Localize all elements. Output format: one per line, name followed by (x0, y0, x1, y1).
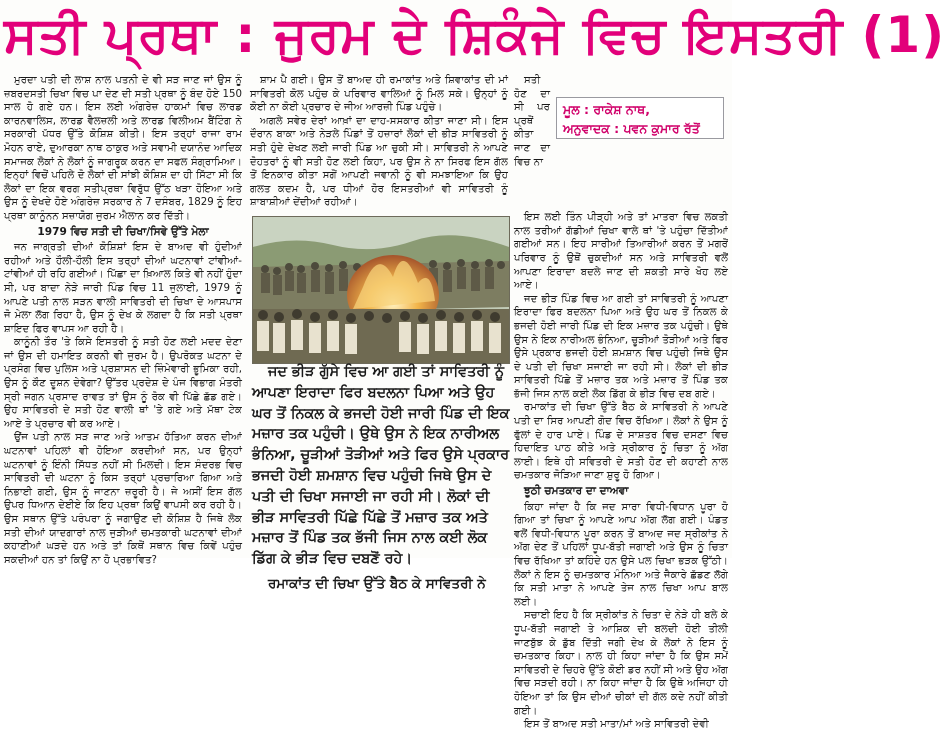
article-column-left (4, 74, 242, 566)
byline-box (556, 97, 724, 139)
paragraph: ਸਚਾਈ ਇਹ ਹੈ ਕਿ ਸ੍ਰੀਕਾਂਤ ਨੇ ਚਿਤਾ ਦੇ ਨੇੜੇ ਹੀ ਬਲੇ ਕੇ ਧੂਪ-ਬੱਤੀ ਜਗਾਈ ਤੇ ਆਸ਼ਿਕ ਦੀ ਬਲਦੀ ਹੋਈ ਤੀਲੀ ਜਾਣਬੁੱਝ ਕੇ ਡੁੱਬ ਦਿੱਤੀ ਜਗੀ ਦੇਖ ਕੇ ਲੋਕਾਂ ਨੇ ਇਸ ਨੂੰ ਚਮਤਕਾਰ ਕਿਹਾ। ਨਾਲ ਹੀ ਕਿਹਾ ਜਾਂਦਾ ਹੈ ਕਿ ਉਸ ਸਮੇਂ ਸਾਵਿਤਰੀ ਦੇ ਚਿਹਰੇ ਉੱਤੇ ਕੋਈ ਡਰ ਨਹੀਂ ਸੀ ਅਤੇ ਉਹ ਅੱਗ ਵਿਚ ਸੜਦੀ ਰਹੀ। ਨਾ ਕਿਹਾ ਜਾਂਦਾ ਹੈ ਕਿ ਉਥੇ ਅਜਿਹਾ ਹੀ ਹੋਇਆ ਤਾਂ ਕਿ ਉਸ ਦੀਆਂ ਚੀਕਾਂ ਦੀ ਗੱਲ ਕਦੇ ਨਹੀਂ ਕੀਤੀ ਗਈ। (514, 610, 728, 717)
article-column-right (514, 74, 728, 731)
pull-quote-text: ਜਦ ਭੀੜ ਗੁੱਸੇ ਵਿਚ ਆ ਗਈ ਤਾਂ ਸਾਵਿਤਰੀ ਨੂੰ ਆਪਣਾ ਇਰਾਦਾ ਫਿਰ ਬਦਲਨਾ ਪਿਆ ਅਤੇ ਉਹ ਘਰ ਤੋਂ ਨਿਕਲ ਕੇ ਭਜਦੀ ਹੋਈ ਜਾਰੀ ਪਿੰਡ ਦੀ ਇਕ ਮਜ਼ਾਰ ਤਕ ਪਹੁੰਚੀ। ਉਥੇ ਉਸ ਨੇ ਇਕ ਨਾਰੀਅਲ ਭੰਨਿਆ, ਚੂੜੀਆਂ ਤੋੜੀਆਂ ਅਤੇ ਫਿਰ ਉਸੇ ਪ੍ਰਕਾਰ ਭਜਦੀ ਹੋਈ ਸ਼ਮਸ਼ਾਨ ਵਿਚ ਪਹੁੰਚੀ ਜਿਥੇ ਉਸ ਦੇ ਪਤੀ ਦੀ ਚਿਖਾ ਸਜਾਈ ਜਾ ਰਹੀ ਸੀ। ਲੋਕਾਂ ਦੀ ਭੀੜ ਸਾਵਿਤਰੀ ਪਿੱਛੇ ਪਿੱਛੇ ਤੋਂ ਮਜ਼ਾਰ ਤਕ ਅਤੇ ਮਜ਼ਾਰ ਤੋਂ ਪਿੰਡ ਤਕ ਭੱਜੀ ਜਿਸ ਨਾਲ ਕਈ ਲੋਕ ਡਿੱਗ ਕੇ ਭੀੜ ਵਿਚ ਦਬਣੋਂ ਰਹੇ। (252, 364, 510, 568)
paragraph: ਕਿਹਾ ਜਾਂਦਾ ਹੈ ਕਿ ਜਦ ਸਾਰਾ ਵਿਧੀ-ਵਿਧਾਨ ਪੂਰਾ ਹੋ ਗਿਆ ਤਾਂ ਚਿਖਾ ਨੂੰ ਆਪਣੇ ਆਪ ਅੱਗ ਲੱਗ ਗਈ। ਪੰਡਤ ਵਲੋਂ ਵਿਧੀ-ਵਿਧਾਨ ਪੂਰਾ ਕਰਨ ਤੋਂ ਬਾਅਦ ਜਦ ਸ੍ਰੀਕਾਂਤ ਨੇ ਅੱਗ ਦੇਣ ਤੋਂ ਪਹਿਲਾਂ ਧੂਪ-ਬੱਤੀ ਜਗਾਈ ਅਤੇ ਉਸ ਨੂੰ ਚਿਤਾ ਵਿਚ ਰੱਖਿਆ ਤਾਂ ਕਹਿੰਦੇ ਹਨ ਉਸੇ ਪਲ ਚਿਖਾ ਭੜਕ ਉੱਠੀ। ਲੋਕਾਂ ਨੇ ਇਸ ਨੂੰ ਚਮਤਕਾਰ ਮੰਨਿਆ ਅਤੇ ਜੈਕਾਰੇ ਛੱਡਣ ਲੱਗੇ ਕਿ ਸਤੀ ਮਾਤਾ ਨੇ ਆਪਣੇ ਤੇਜ ਨਾਲ ਚਿਖਾ ਆਪ ਬਾਲ ਲਈ। (514, 501, 728, 608)
pull-quote (252, 362, 510, 592)
paragraph: ਇਸ ਤੋਂ ਬਾਅਦ ਸਤੀ ਮਾਤਾ/ਮਾਂ ਅਤੇ ਸਾਵਿਤਰੀ ਦੇਵੀ (524, 719, 709, 731)
translator-credit: ਅਨੁਵਾਦਕ : ਪਵਨ ਕੁਮਾਰ ਰੱਤੋਂ (563, 121, 700, 136)
paragraph: ਸਤੀ ਹੋਣ ਦਾ ਸੀ ਪਰ ਪ੍ਰਥੋਂ ਕੀਤਾ ਜਾਣ ਦਾ ਵਿਚ ਨਾ (514, 75, 550, 168)
pull-quote-tail: ਰਮਾਕਾਂਤ ਦੀ ਚਿਖਾ ਉੱਤੇ ਬੈਠ ਕੇ ਸਾਵਿਤਰੀ ਨੇ (268, 575, 486, 592)
paragraph: ਕਾਨੂੰਨੀ ਤੌਰ 'ਤੇ ਕਿਸੇ ਇਸਤਰੀ ਨੂੰ ਸਤੀ ਹੋਣ ਲਈ ਮਦਦ ਦੇਣਾ ਜਾਂ ਉਸ ਦੀ ਹਮਾਇਤ ਕਰਨੀ ਵੀ ਜੁਰਮ ਹੈ। ਉਪਰੋਕਤ ਘਟਨਾ ਦੇ ਪ੍ਰਸੰਗ ਵਿਚ ਪੁਲਿਸ ਅਤੇ ਪ੍ਰਸ਼ਾਸਨ ਦੀ ਜ਼ਿੰਮੇਵਾਰੀ ਭੂਮਿਕਾ ਰਹੀ, ਉਸ ਨੂੰ ਕੌਣ ਦੂਸ਼ਨ ਦੇਵੇਗਾ? ਉੱਤਰ ਪ੍ਰਦੇਸ਼ ਦੇ ਪੰਜ ਵਿਭਾਗ ਮੰਤਰੀ ਸ੍ਰੀ ਜਗਨ ਪ੍ਰਸਾਦ ਰਾਵਤ ਤਾਂ ਉਸ ਨੂੰ ਰੋਕ ਵੀ ਪਿੱਛੇ ਛੱਡ ਗਏ। ਉਹ ਸਾਵਿਤਰੀ ਦੇ ਸਤੀ ਹੋਣ ਵਾਲੀ ਥਾਂ 'ਤੇ ਗਏ ਅਤੇ ਮੱਥਾ ਟੇਕ ਆਏ ਤੇ ਪ੍ਰਚਾਰ ਵੀ ਕਰ ਆਏ। (4, 337, 242, 430)
paragraph: ਰਮਾਕਾਂਤ ਦੀ ਚਿਖਾ ਉੱਤੇ ਬੈਠ ਕੇ ਸਾਵਿਤਰੀ ਨੇ ਆਪਣੇ ਪਤੀ ਦਾ ਸਿਰ ਆਪਣੀ ਗੋਦ ਵਿਚ ਰੱਖਿਆ। ਲੋਕਾਂ ਨੇ ਉਸ ਨੂੰ ਫੁੱਲਾਂ ਦੇ ਹਾਰ ਪਾਏ। ਪਿੰਡ ਦੇ ਸਾਸ਼ਤਰ ਵਿਚ ਦਸਣਾ ਵਿਚ ਹਿਦਾਇਤ ਪਾਠ ਕੀਤੇ ਅਤੇ ਸ੍ਰੀਕਾਰ ਨੂੰ ਚਿਤਾ ਨੂੰ ਅੱਗ ਲਾਈ। ਇਥੇ ਹੀ ਸਵਿਤਰੀ ਦੇ ਸਤੀ ਹੋਣ ਦੀ ਕਹਾਣੀ ਨਾਲ ਚਮਤਕਾਰ ਜੋੜਿਆ ਜਾਣਾ ਸ਼ੁਰੂ ਹੋ ਗਿਆ। (514, 402, 728, 482)
headline: ਸਤੀ ਪ੍ਰਥਾ : ਜੁਰਮ ਦੇ ਸ਼ਿਕੰਜੇ ਵਿਚ ਇਸਤਰੀ (1) (4, 6, 945, 64)
paragraph: ਜਦ ਭੀੜ ਪਿੰਡ ਵਿਚ ਆ ਗਈ ਤਾਂ ਸਾਵਿਤਰੀ ਨੂੰ ਆਪਣਾ ਇਰਾਦਾ ਫਿਰ ਬਦਲਨਾ ਪਿਆ ਅਤੇ ਉਹ ਘਰ ਤੋਂ ਨਿਕਲ ਕੇ ਭਜਦੀ ਹੋਈ ਜਾਰੀ ਪਿੰਡ ਦੀ ਇਕ ਮਜ਼ਾਰ ਤਕ ਪਹੁੰਚੀ। ਉਥੇ ਉਸ ਨੇ ਇਕ ਨਾਰੀਅਲ ਭੰਨਿਆ, ਚੂੜੀਆਂ ਤੋੜੀਆਂ ਅਤੇ ਫਿਰ ਉਸੇ ਪ੍ਰਕਾਰ ਭਜਦੀ ਹੋਈ ਸ਼ਮਸ਼ਾਨ ਵਿਚ ਪਹੁੰਚੀ ਜਿਥੇ ਉਸ ਦੇ ਪਤੀ ਦੀ ਚਿਖਾ ਸਜਾਈ ਜਾ ਰਹੀ ਸੀ। ਲੋਕਾਂ ਦੀ ਭੀੜ ਸਾਵਿਤਰੀ ਪਿੱਛੇ ਤੋਂ ਮਜ਼ਾਰ ਤਕ ਅਤੇ ਮਜ਼ਾਰ ਤੋਂ ਪਿੰਡ ਤਕ ਭੱਜੀ ਜਿਸ ਨਾਲ ਕਈ ਲੋਕ ਡਿੱਗ ਕੇ ਭੀੜ ਵਿਚ ਦਬ ਗਏ। (514, 293, 728, 400)
paragraph: ਜਨ ਜਾਗ੍ਰਤੀ ਦੀਆਂ ਕੋਸ਼ਿਸ਼ਾਂ ਇਸ ਦੇ ਬਾਅਦ ਵੀ ਹੁੰਦੀਆਂ ਰਹੀਆਂ ਅਤੇ ਹੌਲੀ-ਹੌਲੀ ਇਸ ਤਰ੍ਹਾਂ ਦੀਆਂ ਘਟਨਾਵਾਂ ਟਾਂਵੀਆਂ-ਟਾਂਵੀਆਂ ਹੀ ਰਹਿ ਗਈਆਂ। ਪਿੱਛਾ ਦਾ ਖ਼ਿਆਲ ਕਿਤੇ ਵੀ ਨਹੀਂ ਹੁੰਦਾ ਸੀ, ਪਰ ਬਾਦਾ ਨੇੜੇ ਜਾਰੀ ਪਿੰਡ ਵਿਚ 11 ਜੁਲਾਈ, 1979 ਨੂੰ ਆਪਣੇ ਪਤੀ ਨਾਲ ਸੜਨ ਵਾਲੀ ਸਾਵਿਤਰੀ ਦੀ ਚਿਖਾ ਦੇ ਆਸਪਾਸ ਜੋ ਮੇਲਾ ਲੱਗ ਰਿਹਾ ਹੈ, ਉਸ ਨੂੰ ਦੇਖ ਕੇ ਲਗਦਾ ਹੈ ਕਿ ਸਤੀ ਪ੍ਰਥਾ ਸ਼ਾਇਦ ਫਿਰ ਵਾਪਸ ਆ ਰਹੀ ਹੈ। (4, 242, 242, 335)
paragraph: ਸ਼ਾਮ ਪੈ ਗਈ। ਉਸ ਤੋਂ ਬਾਅਦ ਹੀ ਰਮਾਕਾਂਤ ਅਤੇ ਸ਼ਿਵਾਕਾਂਤ ਦੀ ਮਾਂ ਸਾਵਿਤਰੀ ਕੋਲ ਪਹੁੰਚ ਕੇ ਪਰਿਵਾਰ ਵਾਲਿਆਂ ਨੂੰ ਮਿਲ ਸਕੇ। ਉਨ੍ਹਾਂ ਨੂੰ ਕੋਈ ਨਾ ਕੋਈ ਪ੍ਰਚਾਰ ਦੇ ਜੀਅ ਆਰਜ਼ੀ ਪਿੰਡ ਪਹੁੰਚੇ। (250, 75, 508, 114)
paragraph: ਉਂਜ ਪਤੀ ਨਾਲ ਸੜ ਜਾਣ ਅਤੇ ਆਤਮ ਹੱਤਿਆ ਕਰਨ ਦੀਆਂ ਘਟਨਾਵਾਂ ਪਹਿਲਾਂ ਵੀ ਹੋਇਆ ਕਰਦੀਆਂ ਸਨ, ਪਰ ਉਨ੍ਹਾਂ ਘਟਨਾਵਾਂ ਨੂੰ ਇੰਨੀ ਸਿੱਧਤ ਨਹੀਂ ਸੀ ਮਿਲਦੀ। ਇਸ ਸੰਦਰਭ ਵਿਚ ਸਾਵਿਤਰੀ ਦੀ ਘਟਨਾ ਨੂੰ ਕਿਸ ਤਰ੍ਹਾਂ ਪ੍ਰਚਾਰਿਆ ਗਿਆ ਅਤੇ ਨਿਭਾਈ ਗਈ, ਉਸ ਨੂੰ ਜਾਣਨਾ ਜ਼ਰੂਰੀ ਹੈ। ਜੇ ਅਸੀਂ ਇਸ ਗੱਲ ਉਪਰ ਧਿਆਨ ਦੇਈਏ ਕਿ ਇਹ ਪ੍ਰਥਾ ਕਿਉਂ ਵਾਪਸੀ ਕਰ ਰਹੀ ਹੈ। ਉਸ ਸਥਾਨ ਉੱਤੇ ਪਰੰਪਰਾ ਨੂੰ ਜਗਾਉਣ ਦੀ ਕੋਸ਼ਿਸ਼ ਹੈ ਜਿਥੇ ਲੋਕ ਸਤੀ ਦੀਆਂ ਯਾਦਗਾਰਾਂ ਨਾਲ ਜੁੜੀਆਂ ਚਮਤਕਾਰੀ ਘਟਨਾਵਾਂ ਦੀਆਂ ਕਹਾਣੀਆਂ ਘੜਦੇ ਹਨ ਅਤੇ ਤਾਂ ਕਿਥੋਂ ਸਥਾਨ ਵਿਚ ਕਿਵੇਂ ਪਹੁੰਚ ਸਕਦੀਆਂ ਹਨ ਤਾਂ ਕਿਉਂ ਨਾ ਹੋ ਪ੍ਰਭਾਵਿਤ? (4, 432, 242, 566)
subheading: ਝੂਠੀ ਚਮਤਕਾਰ ਦਾ ਦਾਅਵਾ (524, 485, 629, 498)
subheading: 1979 ਵਿਚ ਸਤੀ ਦੀ ਚਿਖਾ/ਸਿਵੇ ਉੱਤੇ ਮੇਲਾ (37, 225, 209, 238)
author-credit: ਮੂਲ : ਰਾਕੇਸ਼ ਨਾਥ, (563, 102, 650, 117)
news-photo-crowd-pyre (252, 216, 510, 364)
paragraph: ਮੁਰਦਾ ਪਤੀ ਦੀ ਲਾਸ਼ ਨਾਲ ਪਤਨੀ ਦੇ ਵੀ ਸੜ ਜਾਣ ਜਾਂ ਉਸ ਨੂੰ ਜ਼ਬਰਦਸਤੀ ਚਿਖਾ ਵਿਚ ਪਾ ਦੇਣ ਦੀ ਸਤੀ ਪ੍ਰਥਾ ਨੂੰ ਬੰਦ ਹੋਏ 150 ਸਾਲ ਹੋ ਗਏ ਹਨ। ਇਸ ਲਈ ਅੰਗਰੇਜ਼ ਹਾਕਮਾਂ ਵਿਚ ਲਾਰਡ ਕਾਰਨਵਾਲਿਸ, ਲਾਰਡ ਵੈਲਜ਼ਲੀ ਅਤੇ ਲਾਰਡ ਵਿਲੀਅਮ ਬੈਂਟਿੰਗ ਨੇ ਸਰਕਾਰੀ ਪੱਧਰ ਉੱਤੇ ਕੋਸ਼ਿਸ਼ ਕੀਤੀ। ਇਸ ਤਰ੍ਹਾਂ ਰਾਜਾ ਰਾਮ ਮੋਹਨ ਰਾਏ, ਦੁਆਰਕਾ ਨਾਥ ਠਾਕੁਰ ਅਤੇ ਸਵਾਮੀ ਦਯਾਨੰਦ ਆਦਿਕ ਸਮਾਜਕ ਲੋਕਾਂ ਨੇ ਲੋਕਾਂ ਨੂੰ ਜਾਗਰੂਕ ਕਰਨ ਦਾ ਸਫਲ ਸੰਗ੍ਰਾਮਿਆ। ਇਨ੍ਹਾਂ ਵਿਚੋਂ ਪਹਿਲੇ ਦੋ ਲੋਕਾਂ ਦੀ ਸਾਂਝੀ ਕੋਸ਼ਿਸ਼ ਦਾ ਹੀ ਸਿੱਟਾ ਸੀ ਕਿ ਲੋਕਾਂ ਦਾ ਇਕ ਵਰਗ ਸਤੀਪ੍ਰਥਾ ਵਿਰੁੱਧ ਉੱਠ ਖੜਾ ਹੋਇਆ ਅਤੇ ਉਸ ਨੂੰ ਦੇਖਦੇ ਹੋਏ ਅੰਗਰੇਜ਼ ਸਰਕਾਰ ਨੇ 7 ਦਸੰਬਰ, 1829 ਨੂੰ ਇਹ ਪ੍ਰਥਾ ਕਾਨੂੰਨਨ ਸਜ਼ਾਯੋਗ ਜੁਰਮ ਐਲਾਨ ਕਰ ਦਿੱਤੀ। (4, 75, 242, 222)
paragraph: ਇਸ ਲਈ ਤਿੰਨ ਪੀੜ੍ਹੀ ਅਤੇ ਤਾਂ ਮਾਤਰਾ ਵਿਚ ਲਕਤੀ ਨਾਲ ਤਰੀਆਂ ਗੱਡੀਆਂ ਚਿਖਾ ਵਾਲੇ ਥਾਂ 'ਤੇ ਪਹੁੰਚਾ ਦਿੱਤੀਆਂ ਗਈਆਂ ਸਨ। ਇਹ ਸਾਰੀਆਂ ਤਿਆਰੀਆਂ ਕਰਨ ਤੋਂ ਮਗਰੋਂ ਪਰਿਵਾਰ ਨੂੰ ਉਥੋਂ ਚੁਕਦੀਆਂ ਸਨ ਅਤੇ ਸਾਵਿਤਰੀ ਵਲੋਂ ਆਪਣਾ ਇਰਾਦਾ ਬਦਲੇ ਜਾਣ ਦੀ ਸ਼ਕਤੀ ਸਾਰੇ ਖੋਹ ਲਏ ਆਏ। (514, 212, 728, 292)
article-column-middle (250, 74, 508, 209)
paragraph: ਅਗਲੇ ਸਵੇਰ ਦੇਰਾਂ ਆਖ਼ਾਂ ਦਾ ਦਾਹ-ਸਸਕਾਰ ਕੀਤਾ ਜਾਣਾ ਸੀ। ਇਸ ਦੌਰਾਨ ਬਾਕਾ ਅਤੇ ਨੇੜਲੇ ਪਿੰਡਾਂ ਤੋਂ ਹਜ਼ਾਰਾਂ ਲੋਕਾਂ ਦੀ ਭੀੜ ਸਾਵਿਤਰੀ ਨੂੰ ਸਤੀ ਹੁੰਦੇ ਦੇਖਣ ਲਈ ਜਾਰੀ ਪਿੰਡ ਆ ਚੁਕੀ ਸੀ। ਸਾਵਿਤਰੀ ਨੇ ਆਪਣੇ ਦੋਹਤਰਾਂ ਨੂੰ ਵੀ ਸਤੀ ਹੋਣ ਲਈ ਕਿਹਾ, ਪਰ ਉਸ ਨੇ ਨਾ ਸਿਰਫ ਇਸ ਗੱਲ ਤੋਂ ਇਨਕਾਰ ਕੀਤਾ ਸਗੋਂ ਆਪਣੀ ਜਵਾਨੀ ਨੂੰ ਵੀ ਸਮਝਾਇਆ ਕਿ ਉਹ ਗਲਤ ਕਦਮ ਹੈ, ਪਰ ਧੀਆਂ ਹੋਰ ਇਸਤਰੀਆਂ ਵੀ ਸਾਵਿਤਰੀ ਨੂੰ ਸ਼ਾਬਾਸ਼ੀਆਂ ਦੇਂਦੀਆਂ ਰਹੀਆਂ। (250, 115, 508, 209)
